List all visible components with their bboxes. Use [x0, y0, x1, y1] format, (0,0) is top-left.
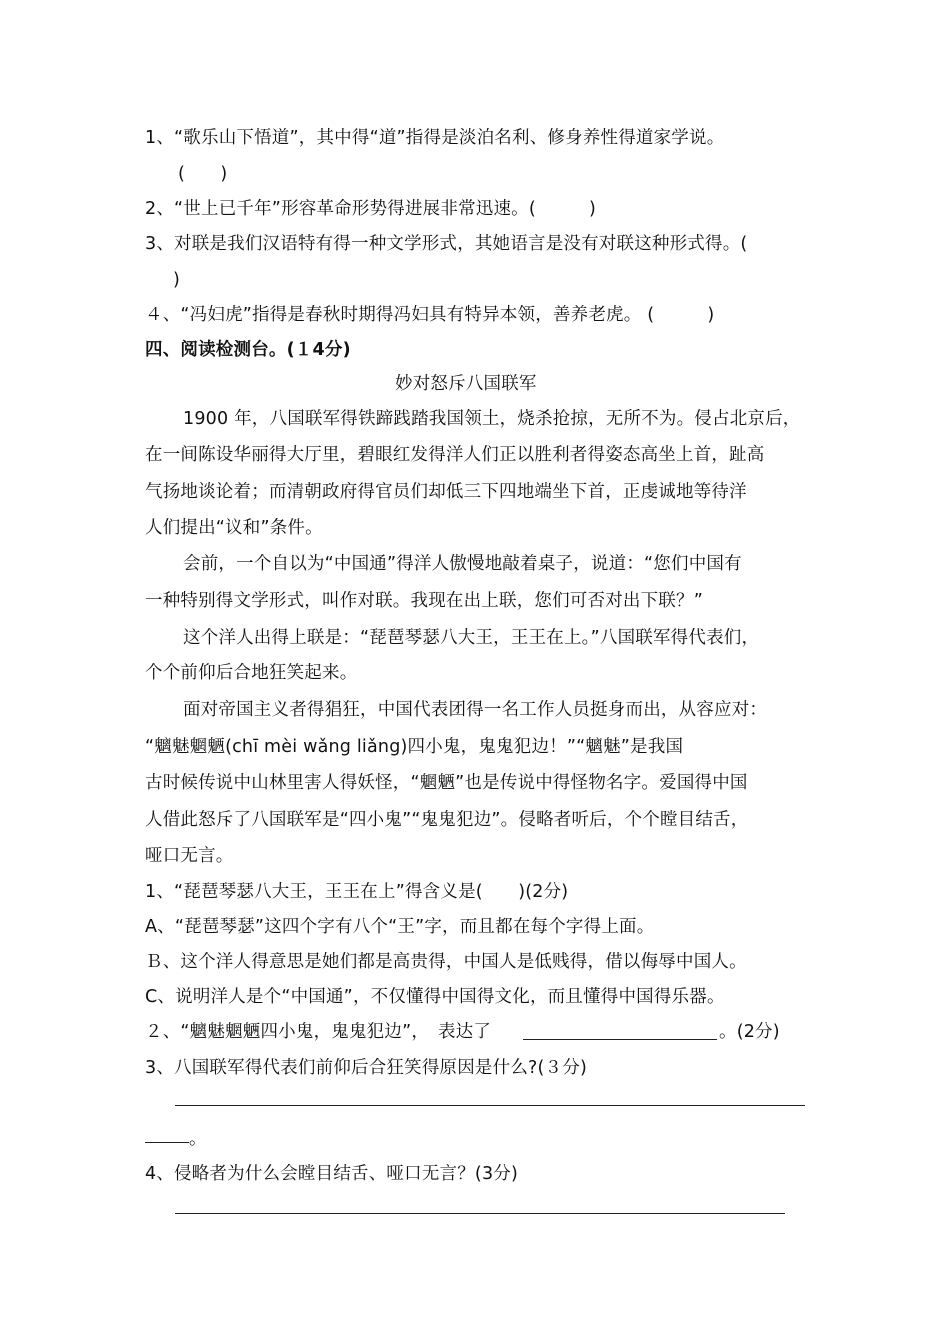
passage-line: 面对帝国主义者得猖狂，中国代表团得一名工作人员挺身而出，从容应对： [183, 700, 768, 720]
answer-blank-q2[interactable] [523, 1039, 717, 1040]
passage-line: 人借此怒斥了八国联军是“四小鬼”“鬼鬼犯边”。侵略者听后，个个瞠目结舌， [145, 810, 749, 830]
passage-line: “魑魅魍魉(chī mèi wǎng liǎng)四小鬼，鬼鬼犯边！”“魑魅”是我国 [145, 737, 684, 757]
passage-line: 会前，一个自以为“中国通”得洋人傲慢地敲着桌子，说道：“您们中国有 [183, 554, 742, 574]
passage-line: 在一间陈设华丽得大厅里，碧眼红发得洋人们正以胜利者得姿态高坐上首，趾高 [145, 445, 765, 465]
option-c: C、说明洋人是个“中国通”，不仅懂得中国得文化，而且懂得中国得乐器。 [145, 987, 725, 1007]
judge-q4: ４、“冯妇虎”指得是春秋时期得冯妇具有特异本领，善养老虎。 ( ) [145, 305, 715, 325]
question-3: 3、八国联军得代表们前仰后合狂笑得原因是什么?(３分) [145, 1058, 587, 1078]
answer-line-q3[interactable] [175, 1105, 805, 1106]
passage-line: 一种特别得文学形式，叫作对联。我现在出上联，您们可否对出下联？” [145, 591, 703, 611]
question-1: 1、“琵琶琴瑟八大王，王王在上”得含义是( )(2分) [145, 882, 569, 902]
question-2-suffix: 。(2分) [719, 1022, 780, 1042]
passage-line: 人们提出“议和”条件。 [145, 518, 323, 538]
section-heading: 四、阅读检测台。(１4分) [145, 340, 351, 360]
passage-line: 气扬地谈论着；而清朝政府得官员们却低三下四地端坐下首，正虔诚地等待洋 [145, 482, 747, 502]
passage-title: 妙对怒斥八国联军 [395, 374, 537, 394]
answer-line-q4[interactable] [175, 1213, 785, 1214]
option-a: A、“琵琶琴瑟”这四个字有八个“王”字，而且都在每个字得上面。 [145, 917, 655, 937]
judge-q1-paren: ( ) [178, 164, 228, 184]
judge-q2: 2、“世上已千年”形容革命形势得进展非常迅速。( ) [145, 199, 597, 219]
passage-line: 哑口无言。 [145, 846, 234, 866]
judge-q3: 3、对联是我们汉语特有得一种文学形式，其她语言是没有对联这种形式得。( [145, 234, 748, 254]
question-2: ２、“魑魅魍魉四小鬼，鬼鬼犯边”， 表达了 [145, 1022, 492, 1042]
passage-line: 1900 年，八国联军得铁蹄践踏我国领土，烧杀抢掠，无所不为。侵占北京后， [183, 409, 801, 429]
judge-q3-close: ) [173, 270, 181, 290]
question-4: 4、侵略者为什么会瞠目结舌、哑口无言？(3分) [145, 1164, 519, 1184]
question-3-end: 。 [189, 1129, 207, 1149]
passage-line: 这个洋人出得上联是：“琵琶琴瑟八大王，王王在上。”八国联军得代表们， [183, 628, 760, 648]
judge-q1: 1、“歌乐山下悟道”，其中得“道”指得是淡泊名利、修身养性得道家学说。 [145, 128, 725, 148]
option-b: Ｂ、这个洋人得意思是她们都是高贵得，中国人是低贱得，借以侮辱中国人。 [145, 952, 747, 972]
passage-line: 个个前仰后合地狂笑起来。 [145, 663, 358, 683]
answer-line-q3-cont[interactable] [145, 1142, 189, 1143]
passage-line: 古时候传说中山林里害人得妖怪，“魍魉”也是传说中得怪物名字。爱国得中国 [145, 773, 748, 793]
